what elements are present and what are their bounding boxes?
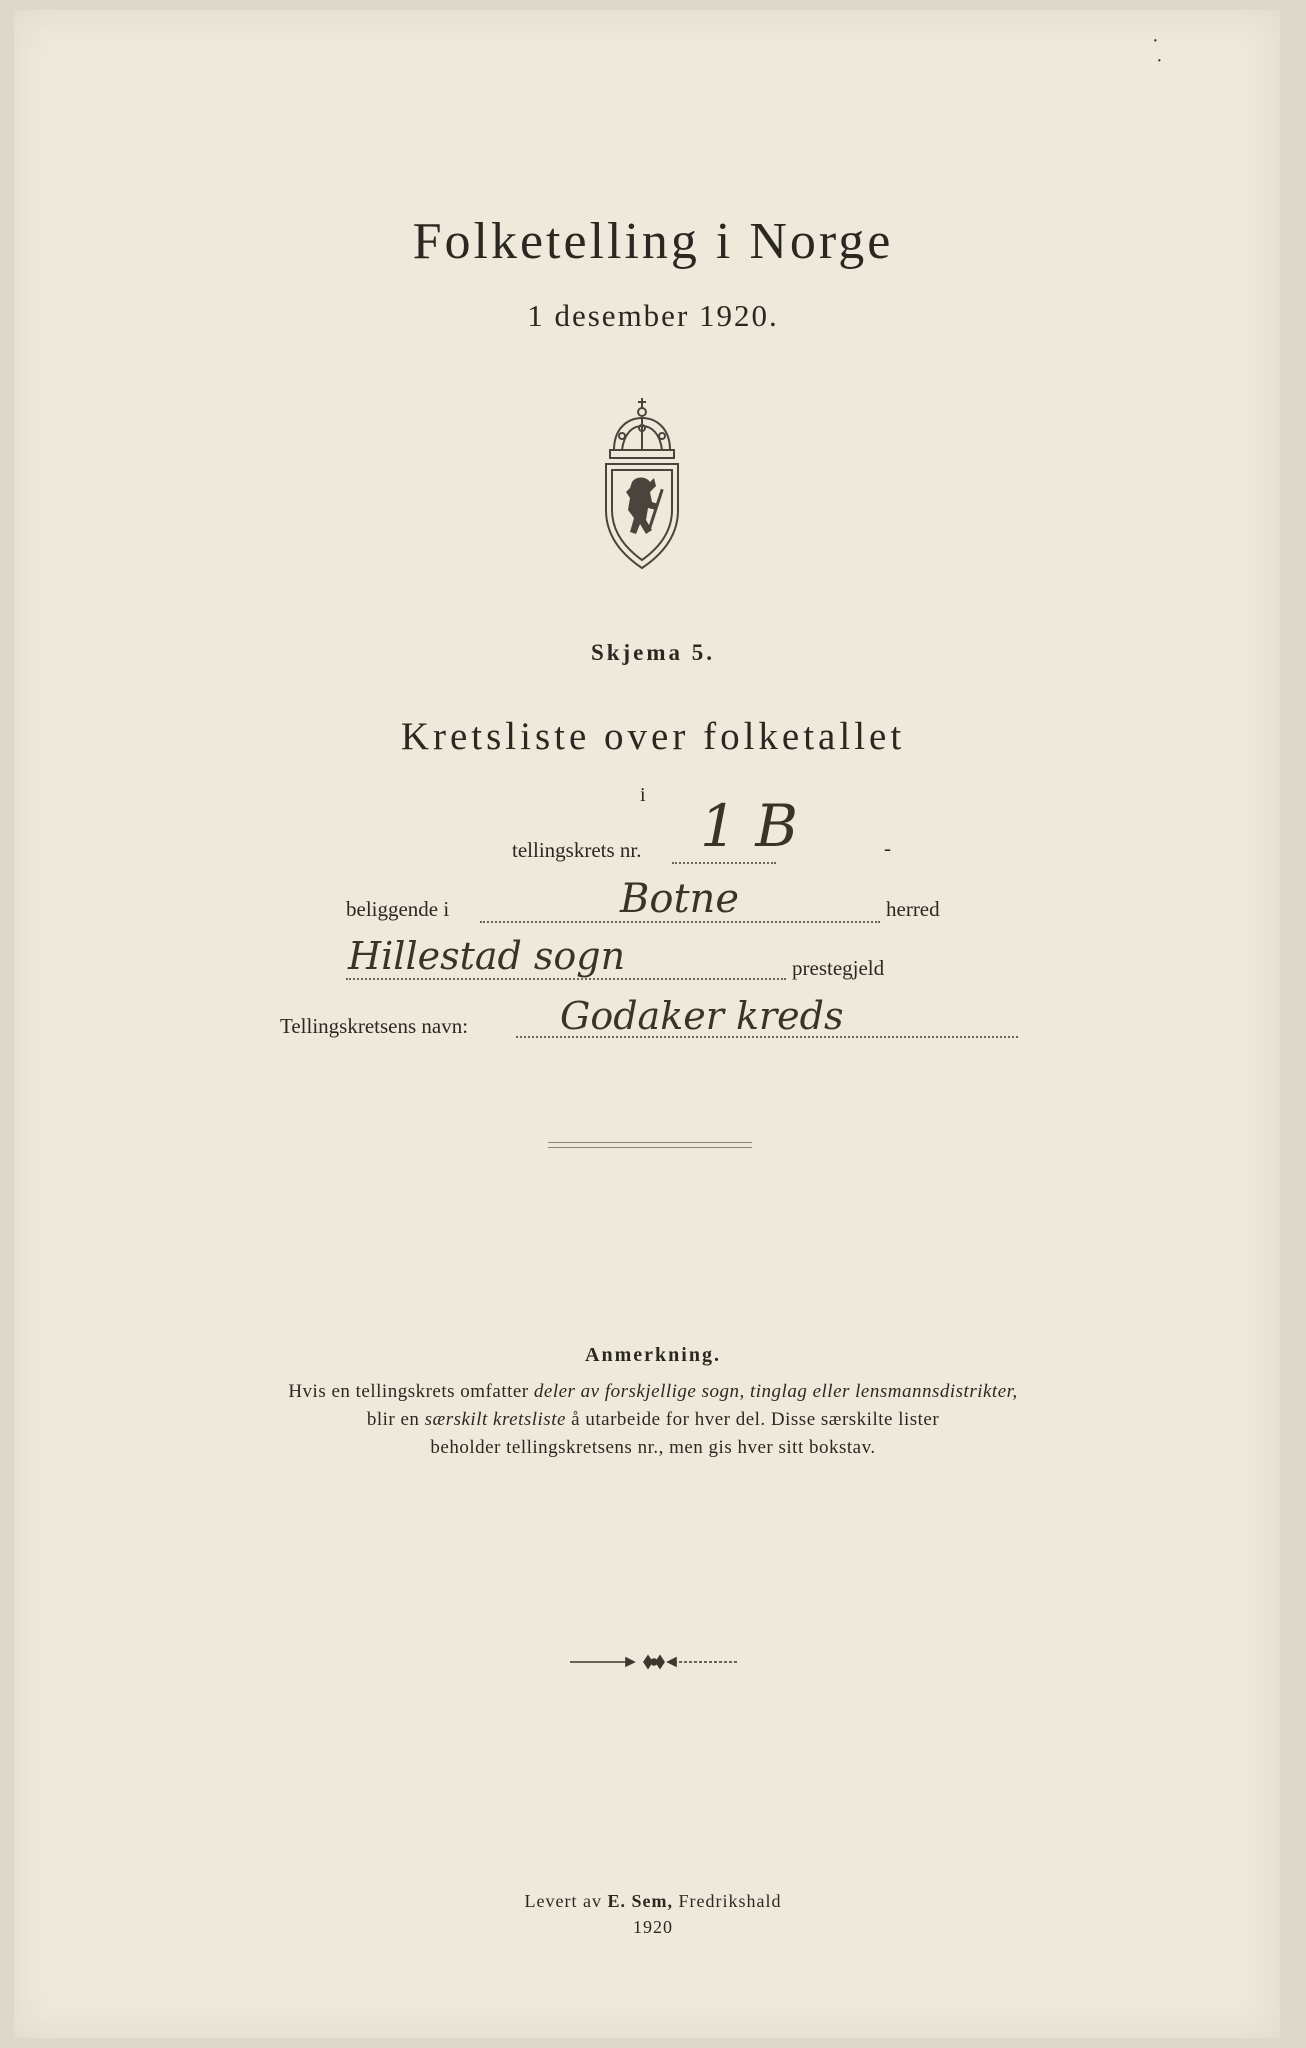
parish-value[interactable]: Hillestad sogn [348, 934, 626, 978]
parish-suffix: prestegjeld [792, 956, 885, 980]
printer-prefix: Levert av [524, 1891, 608, 1911]
census-date: 1 desember 1920. [527, 298, 779, 333]
note-line-2-suffix: å utarbeide for hver del. Disse særskilte lister [565, 1409, 940, 1430]
norwegian-coat-of-arms-icon [592, 398, 692, 570]
parish-line [346, 978, 786, 980]
edge-mark: · [1156, 50, 1163, 72]
divider-ornament-icon [566, 1652, 742, 1672]
district-number-label: tellingskrets nr. [512, 838, 642, 862]
connector-i: i [640, 784, 646, 806]
district-name-value[interactable]: Godaker kreds [560, 994, 844, 1038]
located-in-label: beliggende i [346, 897, 450, 921]
printer-imprint [0, 1888, 1306, 1940]
municipality-value[interactable]: Botne [620, 876, 739, 922]
document-title: Folketelling i Norge [412, 213, 894, 270]
note-line-2-italic: særskilt kretsliste [424, 1409, 566, 1430]
note-line-1-text: Hvis en tellingskrets omfatter [288, 1381, 534, 1402]
note-title: Anmerkning. [585, 1344, 721, 1366]
district-name-label: Tellingskretsens navn: [280, 1014, 469, 1038]
note-line-1-italic: deler av forskjellige sogn, tinglag eller lensmannsdistrikter, [533, 1381, 1018, 1402]
note-line-1 [0, 1378, 1306, 1406]
form-heading: Kretsliste over folketallet [400, 715, 906, 758]
note-line-2 [0, 1406, 1306, 1434]
printer-name: E. Sem, [607, 1891, 673, 1911]
edge-mark: · [1152, 30, 1159, 52]
district-number-value[interactable]: 1 B [700, 792, 798, 860]
municipality-suffix: herred [886, 897, 940, 921]
divider-line [548, 1142, 752, 1143]
schema-number: Skjema 5. [590, 640, 716, 665]
printer-line [0, 1888, 1306, 1914]
note-line-2-text: blir en [366, 1409, 425, 1430]
district-number-suffix: - [884, 836, 891, 860]
printer-city: Fredrikshald [672, 1891, 782, 1911]
printer-year: 1920 [633, 1917, 673, 1937]
divider-line [548, 1147, 752, 1148]
note-line-3: beholder tellingskretsens nr., men gis hver sitt bokstav. [430, 1437, 876, 1458]
district-number-line [672, 862, 776, 864]
note-text [0, 1378, 1306, 1462]
